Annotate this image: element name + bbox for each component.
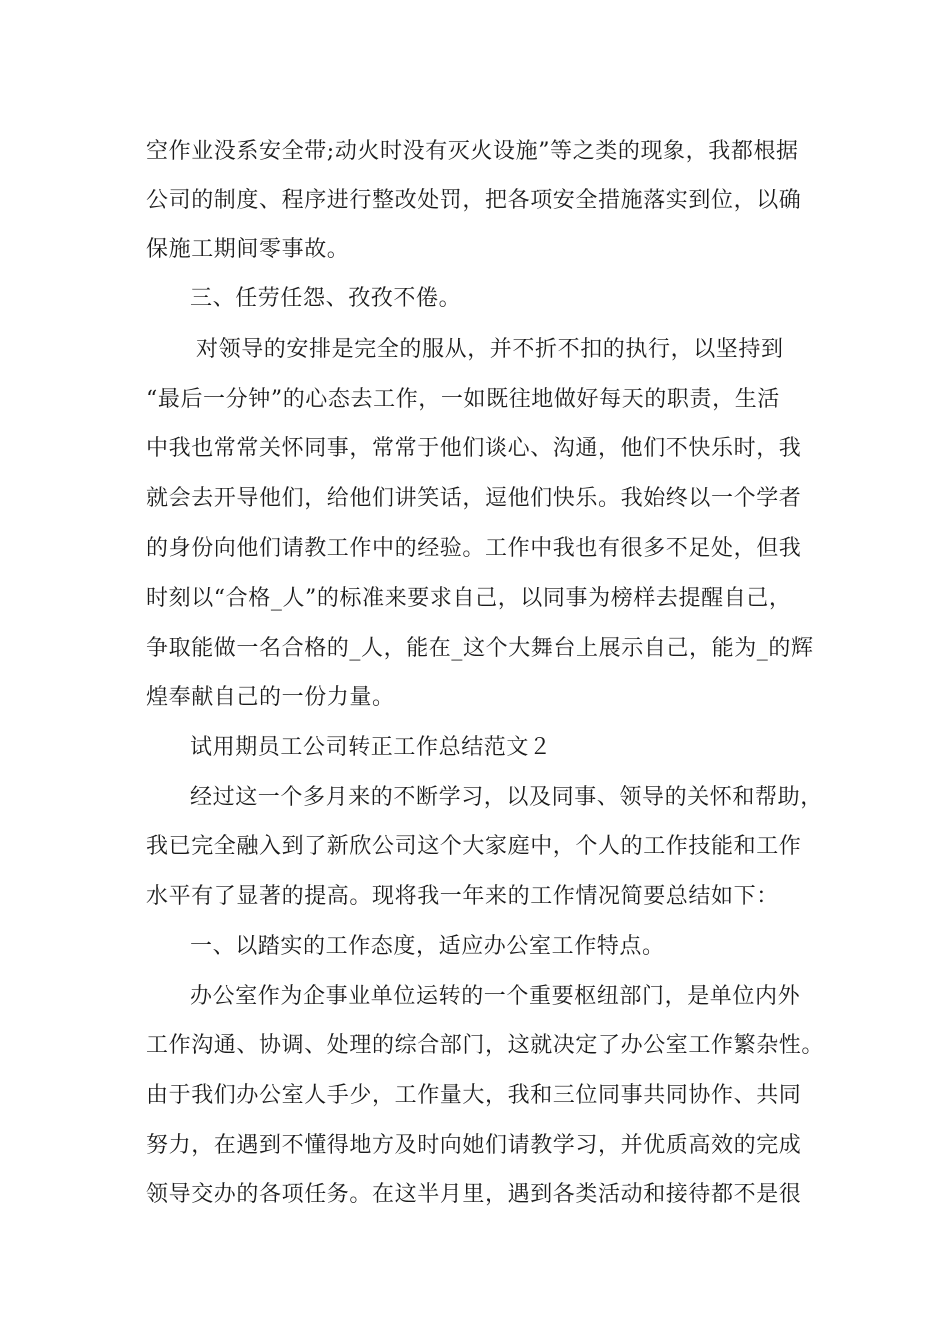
section-heading: 一、以踏实的工作态度，适应办公室工作特点。 [190,934,665,959]
document-subtitle: 试用期员工公司转正工作总结范文２ [190,735,552,760]
text-line: 争取能做一名合格的_人，能在_这个大舞台上展示自己，能为_的辉 [146,636,814,661]
text-line: 我已完全融入到了新欣公司这个大家庭中，个人的工作技能和工作 [146,834,802,859]
text-line: “最后一分钟”的心态去工作，一如既往地做好每天的职责，生活 [146,387,780,412]
text-line: 由于我们办公室人手少，工作量大，我和三位同事共同协作、共同 [146,1083,802,1108]
paragraph-first-line: 对领导的安排是完全的服从，并不折不扣的执行，以坚持到 [196,337,784,362]
text-line: 公司的制度、程序进行整改处罚，把各项安全措施落实到位，以确 [146,188,802,213]
text-line: 的身份向他们请教工作中的经验。工作中我也有很多不足处，但我 [146,536,802,561]
text-line: 工作沟通、协调、处理的综合部门，这就决定了办公室工作繁杂性。 [146,1033,825,1058]
text-line: 保施工期间零事故。 [146,237,350,262]
paragraph-first-line: 经过这一个多月来的不断学习，以及同事、领导的关怀和帮助， [190,785,823,810]
section-heading: 三、任劳任怨、孜孜不倦。 [190,286,462,311]
text-line: 中我也常常关怀同事，常常于他们谈心、沟通，他们不快乐时，我 [146,436,802,461]
text-line: 水平有了显著的提高。现将我一年来的工作情况简要总结如下： [146,884,779,909]
paragraph-first-line: 办公室作为企事业单位运转的一个重要枢纽部门，是单位内外 [190,984,801,1009]
text-line: 空作业没系安全带;动火时没有灭火设施”等之类的现象，我都根据 [146,139,799,164]
text-line: 就会去开导他们，给他们讲笑话，逗他们快乐。我始终以一个学者 [146,486,802,511]
text-line: 时刻以“合格_人”的标准来要求自己，以同事为榜样去提醒自己， [146,586,792,611]
text-line: 努力，在遇到不懂得地方及时向她们请教学习，并优质高效的完成 [146,1133,802,1158]
text-line: 领导交办的各项任务。在这半月里，遇到各类活动和接待都不是很 [146,1182,802,1207]
text-line: 煌奉献自己的一份力量。 [146,685,395,710]
